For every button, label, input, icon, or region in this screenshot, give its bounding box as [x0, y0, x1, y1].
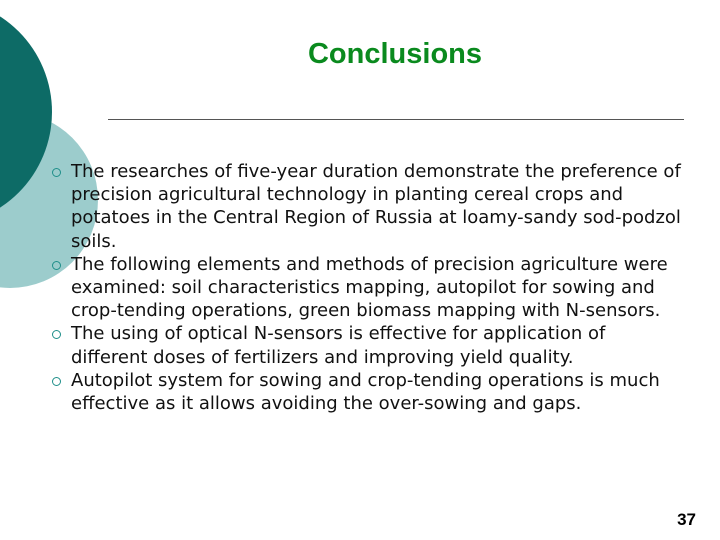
page-number: 37: [677, 510, 696, 529]
bullet-text: The using of optical N-sensors is effective for application of different doses of fertilizers and improving yield quality.: [71, 323, 606, 368]
list-item: [52, 160, 682, 253]
bullet-circle-icon: [52, 261, 61, 270]
bullet-list: [52, 160, 682, 415]
bullet-circle-icon: [52, 377, 61, 386]
bullet-text: Autopilot system for sowing and crop-tending operations is much effective as it allows avoiding the over-sowing and gaps.: [71, 369, 660, 415]
bullet-circle-icon: [52, 330, 61, 339]
list-item: [52, 322, 682, 368]
slide-title: Conclusions: [307, 38, 482, 70]
bullet-circle-icon: [52, 168, 61, 177]
bullet-text: The following elements and methods of precision agriculture were examined: soil characteristics mapping, autopilot for sowing and crop-tending operations, green biomass mapping with N-sensors.: [71, 253, 668, 322]
bullet-text: The researches of five-year duration demonstrate the preference of precision agricultural technology in planting cereal crops and potatoes in the Central Region of Russia at loamy-sandy sod-podzol soils.: [71, 161, 681, 252]
title-divider: [108, 119, 684, 120]
list-item: [52, 253, 682, 323]
list-item: [52, 369, 682, 415]
